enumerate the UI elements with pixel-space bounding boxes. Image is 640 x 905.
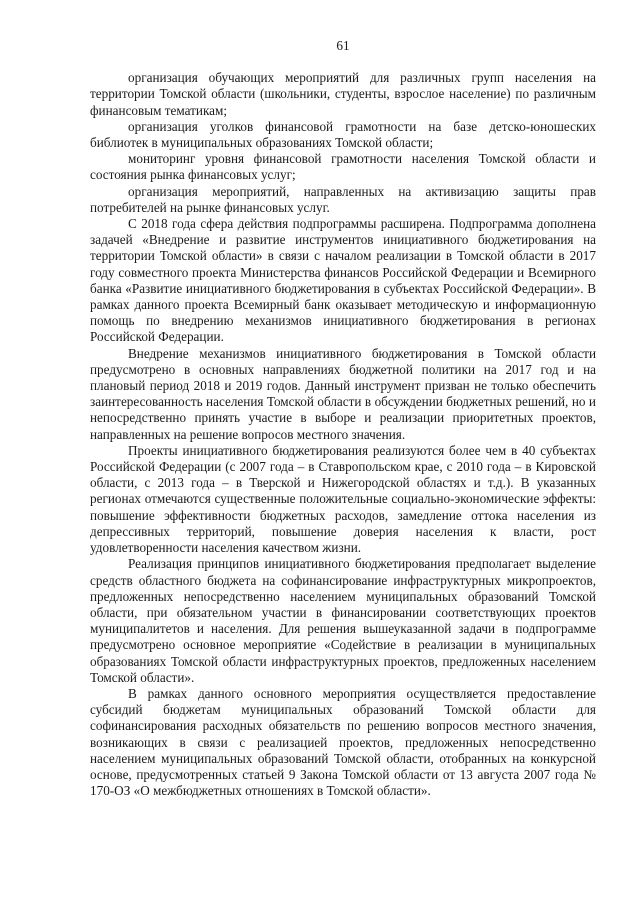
paragraph: Внедрение механизмов инициативного бюджетирования в Томской области предусмотрено в основных направлениях бюджетной политики на 2017 год и на плановый период 2018 и 2019 годов. Данный инструмент призван не только обеспечить заинтересованность населения Томской области в обсуждении бюджетных решений, но и непосредственно принять участие в выборе и реализации приоритетных проектов, направленных на решение вопросов местного значения.	[90, 345, 596, 442]
document-page	[90, 38, 596, 799]
paragraph: организация обучающих мероприятий для различных групп населения на территории Томской области (школьники, студенты, взрослое население) по различным финансовым тематикам;	[90, 70, 596, 118]
paragraph: организация уголков финансовой грамотности на базе детско-юношеских библиотек в муниципальных образованиях Томской области;	[90, 118, 596, 151]
paragraph: мониторинг уровня финансовой грамотности населения Томской области и состояния рынка финансовых услуг;	[90, 151, 596, 183]
paragraph: С 2018 года сфера действия подпрограммы расширена. Подпрограмма дополнена задачей «Внедрение и развитие инструментов инициативного бюджетирования на территории Томской области» в связи с началом реализации в Томской области в 2017 году совместного проекта Министерства финансов Российской Федерации и Всемирного банка «Развитие инициативного бюджетирования в субъектах Российской Федерации». В рамках данного проекта Всемирный банк оказывает методическую и информационную помощь по внедрению механизмов инициативного бюджетирования в регионах Российской Федерации.	[90, 216, 596, 345]
paragraph: В рамках данного основного мероприятия осуществляется предоставление субсидий бюджетам муниципальных образований Томской области для софинансирования расходных обязательств по решению вопросов местного значения, возникающих в связи с реализацией проектов, предложенных непосредственно населением муниципальных образований Томской области, отобранных на конкурсной основе, предусмотренных статьей 9 Закона Томской области от 13 августа 2007 года № 170-ОЗ «О межбюджетных отношениях в Томской области».	[90, 685, 596, 799]
paragraph: Проекты инициативного бюджетирования реализуются более чем в 40 субъектах Российской Федерации (с 2007 года – в Ставропольском крае, с 2010 года – в Кировской области, с 2013 года – в Тверской и Нижегородской областях и т.д.). В указанных регионах отмечаются существенные положительные социально-экономические эффекты: повышение эффективности бюджетных расходов, замедление оттока населения из депрессивных территорий, повышение доверия населения к власти, рост удовлетворенности населения качеством жизни.	[90, 442, 596, 556]
paragraph: организация мероприятий, направленных на активизацию защиты прав потребителей на рынке финансовых услуг.	[90, 183, 596, 215]
page-number: 61	[336, 38, 350, 53]
paragraph: Реализация принципов инициативного бюджетирования предполагает выделение средств областного бюджета на софинансирование инфраструктурных микропроектов, предложенных непосредственно населением муниципальных образований Томской области, при обязательном участии в финансировании соответствующих проектов муниципалитетов и населения. Для решения вышеуказанной задачи в подпрограмме предусмотрено основное мероприятие «Содействие в реализации в муниципальных образованиях Томской области инфраструктурных проектов, предложенных населением Томской области».	[90, 556, 596, 685]
